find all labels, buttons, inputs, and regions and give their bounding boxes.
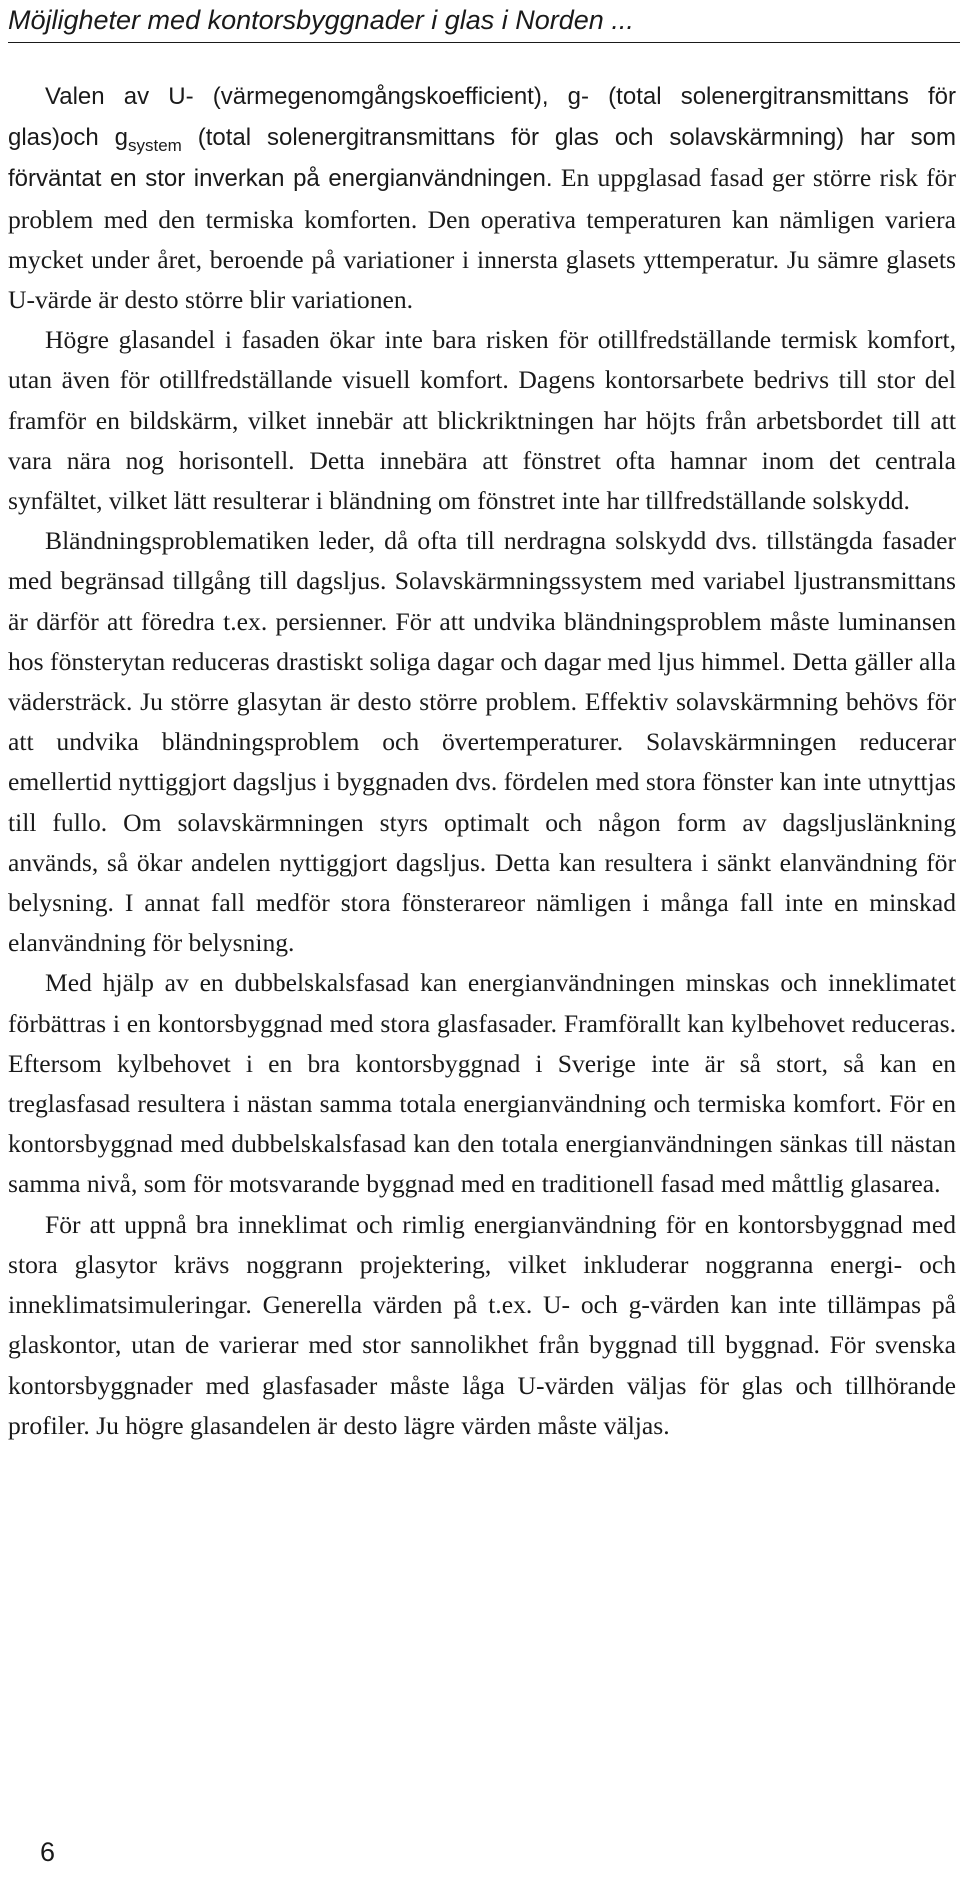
- paragraph-1-sans-part-b: (total solenergitransmittans för glas och solavskärmning) har som förväntat en stor inverkan på energianvändningen.: [8, 124, 956, 193]
- header-rule: [8, 42, 960, 43]
- subscript-system: system: [127, 136, 182, 156]
- paragraph-3: Bländningsproblematiken leder, då ofta till nerdragna solskydd dvs. tillstängda fasader med begränsad tillgång till dagsljus. Solavskärmningssystem med variabel ljustransmittans är därför att föredra t.ex. persienner. För att undvika bländningsproblem måste luminansen hos fönsterytan reduceras drastiskt soliga dagar och dagar med ljus himmel. Detta gäller alla vädersträck. Ju större glasytan är desto större problem. Effektiv solavskärmning behövs för att undvika bländningsproblem och övertemperaturer. Solavskärmningen reducerar emellertid nyttiggjort dagsljus i byggnaden dvs. fördelen med stora fönster kan inte utnyttjas till fullo. Om solavskärmningen styrs optimalt och någon form av dagsljuslänkning används, så ökar andelen nyttiggjort dagsljus. Detta kan resultera i sänkt elanvändning för belysning. I annat fall medför stora fönsterareor nämligen i många fall inte en minskad elanvändning för belysning.: [8, 526, 956, 958]
- body-text: [8, 76, 956, 1446]
- paragraph-4: Med hjälp av en dubbelskalsfasad kan energianvändningen minskas och inneklimatet förbättras i en kontorsbyggnad med stora glasfasader. Framförallt kan kylbehovet reduceras. Eftersom kylbehovet i en bra kontorsbyggnad i Sverige inte är så stort, så kan en treglasfasad resultera i nästan samma totala energianvändning och termiska komfort. För en kontorsbyggnad med dubbelskalsfasad kan den totala energianvändningen sänkas till nästan samma nivå, som för motsvarande byggnad med en traditionell fasad med måttlig glasarea.: [8, 968, 956, 1199]
- paragraph-1-serif-part: En uppglasad fasad ger större risk för problem med den termiska komforten. Den operativa temperaturen kan nämligen variera mycket under året, beroende på variationer i innersta glasets yttemperatur. Ju sämre glasets U-värde är desto större blir variationen.: [8, 163, 957, 315]
- paragraph-1: [8, 76, 956, 320]
- paragraph-2: Högre glasandel i fasaden ökar inte bara risken för otillfredställande termisk komfort, utan även för otillfredställande visuell komfort. Dagens kontorsarbete bedrivs till stor del framför en bildskärm, vilket innebär att blickriktningen har höjts från arbetsbordet till att vara nära nog horisontell. Detta innebära att fönstret ofta hamnar inom det centrala synfältet, vilket lätt resulterar i bländning om fönstret inte har tillfredställande solskydd.: [8, 325, 956, 516]
- paragraph-1-sans-part-a: Valen av U- (värmegenomgångskoefficient), g- (total solenergitransmittans för glas)och g: [8, 83, 956, 152]
- page-number: 6: [40, 1837, 56, 1867]
- running-header-title: Möjligheter med kontorsbyggnader i glas i Norden ...: [8, 5, 634, 35]
- paragraph-5: För att uppnå bra inneklimat och rimlig energianvändning för en kontorsbyggnad med stora glasytor krävs noggrann projektering, vilket inkluderar noggranna energi- och inneklimatsimuleringar. Generella värden på t.ex. U- och g-värden kan inte tillämpas på glaskontor, utan de varierar med stor sannolikhet från byggnad till byggnad. För svenska kontorsbyggnader med glasfasader måste låga U-värden väljas för glas och tillhörande profiler. Ju högre glasandelen är desto lägre värden måste väljas.: [8, 1209, 956, 1440]
